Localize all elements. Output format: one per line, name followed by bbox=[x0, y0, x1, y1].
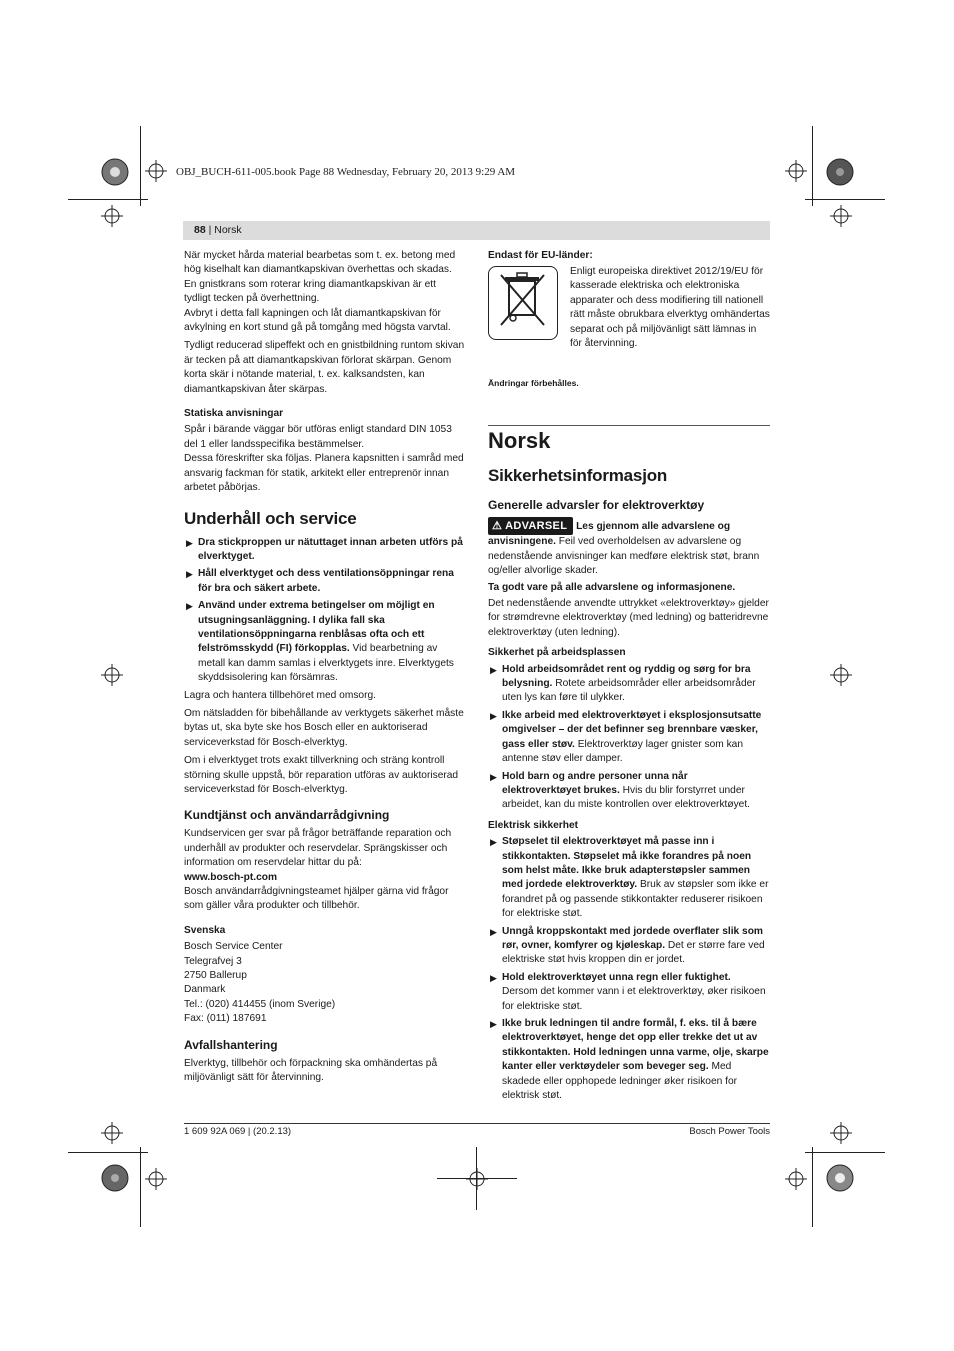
crop-mark bbox=[805, 199, 885, 200]
paragraph: Tydligt reducerad slipeffekt och en gnistbildning runtom skivan är tecken på att diamantkapskivan förlorat skärpan. Genom korta skär i nötande material, t. ex. kalksandsten, kan diamantkapskivan åter skärpas. bbox=[184, 340, 465, 395]
section-title-service: Underhåll och service bbox=[184, 508, 357, 528]
section-title-sikkerhet: Sikkerhetsinformasjon bbox=[488, 466, 668, 485]
crosshair-icon bbox=[101, 205, 123, 227]
paragraph: Bosch användarrådgivningsteamet hjälper gärna vid frågor som gäller våra produkter och tillbehör. bbox=[184, 886, 449, 912]
paragraph: Om nätsladden för bibehållande av verktygets säkerhet måste bytas ut, ska byte ske hos Bosch eller en auktoriserad serviceverkstad för Bosch-elverktyg. bbox=[184, 707, 464, 748]
crosshair-icon bbox=[101, 1122, 123, 1144]
left-column bbox=[184, 249, 465, 1090]
paragraph: Spår i bärande väggar bör utföras enligt standard DIN 1053 del 1 eller landsspecifika bestämmelser. bbox=[184, 424, 452, 450]
right-column: Norsk Sikkerhetsinformasjon Generelle advarsler for elektroverktøy ⚠ ADVARSEL Les gjennom alle advarslene og anvisningene. Feil ved overholdelsen av advarslene og nedenstående anvisninger kan medføre elektrisk støt, brann og/eller alvorlige skader. Ta godt vare på alle advarslene og informasjonene. Det nedenstående anvendte uttrykket «elektroverktøy» gjelder for strømdrevne elektroverktøy (med ledning) og batteridrevne elektroverktøy (uten ledning). Sikkerhet på arbeidsplassen ▶ Hold arbeidsområdet rent og ryddig og sørg for bra belysning. Rotete arbeidsområder eller arbeidsområder uten lys kan føre til ulykker. ▶ Ikke arbeid med elektroverktøyet i eksplosjonsutsatte omgivelser – der det befinner seg brennbare væsker, gass eller støv. Elektroverktøy lager gnister som kan antenne støv eller damper. ▶ Hold barn og andre personer unna når elektroverktøyet brukes. Hvis du blir forstyrret under arbeidet, kan du miste kontrollen over elektroverktøyet. Elektrisk sikkerhet ▶ Støpselet til elektroverktøyet må passe inn i stikkontakten. Støpselet må ikke forandres på noen som helst måte. Ikke bruk adapterstøpsler sammen med jordede elektroverktøy. Bruk av støpsler som ikke er forandret på og passende stikkontakter reduserer risikoen for elektriske støt. ▶ Unngå kroppskontakt med jordede overflater slik som rør, ovner, komfyrer og kjøleskap. Det er større fare ved elektriske støt hvis kroppen din er jordet. ▶ Hold elektroverktøyet unna regn eller fuktighet. Dersom det kommer vann i et elektroverktøy, øker risikoen for elektriske støt. ▶ Ikke bruk ledningen til andre formål, f. eks. til å bære elektroverktøyet, henge det opp eller trekke det ut av stikkontakten. Hold ledningen unna varme, olje, skarpe kanter eller verktøydeler som beveger seg. Med skadede eller opphopede ledninger øker risikoen for elektrisk støt. bbox=[488, 427, 769, 1106]
triangle-bullet-icon: ▶ bbox=[490, 771, 497, 782]
list-item: ▶ Hold elektroverktøyet unna regn eller fuktighet. Dersom det kommer vann i et elektroverktøy, øker risikoen for elektriske støt. bbox=[490, 971, 766, 1012]
footer-rule bbox=[184, 1123, 770, 1124]
triangle-bullet-icon: ▶ bbox=[490, 837, 497, 848]
subheading-elektrisk: Elektrisk sikkerhet bbox=[488, 819, 579, 831]
crop-mark bbox=[437, 1178, 517, 1179]
section-title-kundtjanst: Kundtjänst och användarrådgivning bbox=[184, 808, 390, 823]
paragraph: När mycket hårda material bearbetas som t. ex. betong med hög kiselhalt kan diamantkapskivan överhettas och skadas. En gnistkrans som roterar kring diamantkapskivan är ett tydligt tecken på överhettning. bbox=[184, 250, 456, 305]
divider bbox=[488, 425, 770, 426]
triangle-bullet-icon: ▶ bbox=[490, 1019, 497, 1029]
crosshair-icon bbox=[830, 205, 852, 227]
paragraph: Dessa föreskrifter ska följas. Planera kapsnitten i samråd med ansvarig fackman för statik, arkitekt eller entreprenör innan arbetet påbörjas. bbox=[184, 453, 464, 494]
weee-crossed-bin-icon bbox=[488, 266, 558, 340]
list-item: ▶ Använd under extrema betingelser om möjligt en utsugningsanläggning. I dylika fall ska ventilationsöppningarna renblåsas ofta och ett felströmsskydd (FI) förkopplas. Vid bearbetning av metall kan damm samlas i elverktygets inre. Elverktygets skyddsisolering kan försämras. bbox=[186, 600, 454, 684]
paragraph: Elverktyg, tillbehör och förpackning ska omhändertas på miljövänligt sätt för återvinning. bbox=[184, 1057, 438, 1084]
triangle-bullet-icon: ▶ bbox=[490, 972, 497, 983]
list-item: ▶ Støpselet til elektroverktøyet må passe inn i stikkontakten. Støpselet må ikke forandres på noen som helst måte. Ikke bruk adapterstøpsler sammen med jordede elektroverktøy. Bruk av støpsler som ikke er forandret på og passende stikkontakter reduserer risikoen for elektriske støt. bbox=[490, 836, 769, 920]
subheading-statiska: Statiska anvisningar bbox=[184, 408, 284, 420]
crosshair-icon bbox=[785, 1168, 807, 1190]
warning-badge: ⚠ ADVARSEL bbox=[488, 517, 573, 535]
registration-target-icon bbox=[825, 1163, 855, 1193]
crosshair-icon bbox=[785, 160, 807, 182]
crosshair-icon bbox=[145, 1168, 167, 1190]
page-header-bar: 88 | Norsk bbox=[183, 221, 770, 240]
list-item: ▶ Dra stickproppen ur nätuttaget innan arbeten utförs på elverktyget. bbox=[186, 536, 463, 562]
crosshair-icon bbox=[830, 1122, 852, 1144]
triangle-bullet-icon: ▶ bbox=[490, 664, 497, 675]
list-item: ▶ Ikke bruk ledningen til andre formål, f. eks. til å bære elektroverktøyet, henge det opp eller trekke det ut av stikkontakten. Hold ledningen unna varme, olje, skarpe kanter eller verktøydeler som beveger seg. Med skadede eller opphopede ledninger øker risikoen for elektrisk støt. bbox=[490, 1018, 769, 1102]
crop-mark bbox=[140, 126, 141, 206]
section-title-generelle: Generelle advarsler for elektroverktøy bbox=[488, 498, 705, 512]
address-line: 2750 Ballerup bbox=[184, 970, 247, 982]
address-line: Tel.: (020) 414455 (inom Sverige) bbox=[184, 998, 336, 1010]
website-link[interactable]: www.bosch-pt.com bbox=[184, 871, 278, 883]
language-title-norsk: Norsk bbox=[488, 428, 551, 453]
crop-mark bbox=[812, 1147, 813, 1227]
address-line: Fax: (011) 187691 bbox=[184, 1013, 267, 1025]
crop-mark bbox=[812, 126, 813, 206]
page-number: 88 bbox=[194, 224, 206, 236]
address-block bbox=[184, 940, 465, 1026]
triangle-bullet-icon: ▶ bbox=[186, 569, 193, 580]
eu-title: Endast för EU-länder: bbox=[488, 250, 593, 261]
crosshair-icon bbox=[101, 664, 123, 686]
address-line: Telegrafvej 3 bbox=[184, 955, 242, 967]
crosshair-icon bbox=[466, 1168, 488, 1190]
triangle-bullet-icon: ▶ bbox=[490, 926, 497, 937]
paragraph: Avbryt i detta fall kapningen och låt diamantkapskivan för avkylning en kort stund gå på tomgång med högsta varvtal. bbox=[184, 307, 451, 334]
registration-target-icon bbox=[100, 1163, 130, 1193]
paragraph: Kundservicen ger svar på frågor beträffande reparation och underhåll av produkter och reservdelar. Sprängskisser och information om reservdelar hittar du på: bbox=[184, 828, 452, 869]
file-header: OBJ_BUCH-611-005.book Page 88 Wednesday, February 20, 2013 9:29 AM bbox=[176, 166, 516, 178]
list-item: ▶ Ikke arbeid med elektroverktøyet i eksplosjonsutsatte omgivelser – der det befinner seg brennbare væsker, gass eller støv. Elektroverktøy lager gnister som kan antenne støv eller damper. bbox=[490, 709, 762, 765]
paragraph: Lagra och hantera tillbehöret med omsorg. bbox=[184, 689, 376, 701]
crop-mark bbox=[68, 199, 148, 200]
address-line: Danmark bbox=[184, 984, 226, 996]
section-title-avfall: Avfallshantering bbox=[184, 1037, 278, 1052]
footer-brand: Bosch Power Tools bbox=[689, 1126, 770, 1137]
crop-mark bbox=[68, 1152, 148, 1153]
changes-reserved: Ändringar förbehålles. bbox=[488, 378, 579, 388]
warning-triangle-icon: ⚠ bbox=[492, 520, 503, 532]
list-item: ▶ Hold arbeidsområdet rent og ryddig og sørg for bra belysning. Rotete arbeidsområder eller arbeidsområder uten lys kan føre til ulykker. bbox=[490, 663, 756, 704]
subheading-svenska: Svenska bbox=[184, 924, 226, 936]
footer-doc-number: 1 609 92A 069 | (20.2.13) bbox=[184, 1126, 292, 1137]
eu-directive-text: Enligt europeiska direktivet 2012/19/EU för kasserade elektriska och elektroniska apparater och dess modifiering till nationell rätt måste obrukbara elverktyg omhändertas separat och på miljövänligt sätt lämnas in för återvinning. bbox=[570, 266, 770, 350]
crop-mark bbox=[140, 1147, 141, 1227]
paragraph: Det nedenstående anvendte uttrykket «elektroverktøy» gjelder for strømdrevne elektroverktøy (med ledning) og batteridrevne elektroverktøy (uten ledning). bbox=[488, 598, 769, 638]
list-item: ▶ Hold barn og andre personer unna når elektroverktøyet brukes. Hvis du blir forstyrret under arbeidet, kan du miste kontrollen over elektroverktøyet. bbox=[490, 770, 751, 811]
triangle-bullet-icon: ▶ bbox=[186, 537, 193, 548]
crosshair-icon bbox=[830, 664, 852, 686]
crosshair-icon bbox=[145, 160, 167, 182]
crop-mark bbox=[805, 1152, 885, 1153]
paragraph: Ta godt vare på alle advarslene og informasjonene. bbox=[488, 581, 736, 593]
page-language: Norsk bbox=[214, 224, 242, 236]
registration-target-icon bbox=[825, 157, 855, 187]
list-item: ▶ Unngå kroppskontakt med jordede overflater slik som rør, ovner, komfyrer og kjøleskap. Det er større fare ved elektriske støt hvis kroppen din er jordet. bbox=[490, 925, 765, 966]
subheading-arbeidsplassen: Sikkerhet på arbeidsplassen bbox=[488, 647, 626, 659]
list-item: ▶ Håll elverktyget och dess ventilationsöppningar rena för bra och säkert arbete. bbox=[186, 568, 454, 594]
paragraph: Om i elverktyget trots exakt tillverkning och sträng kontroll störning skulle uppstå, bör reparation utföras av auktoriserad serviceverkstad för Bosch-elverktyg. bbox=[184, 755, 459, 795]
address-line: Bosch Service Center bbox=[184, 941, 283, 953]
triangle-bullet-icon: ▶ bbox=[490, 710, 497, 721]
triangle-bullet-icon: ▶ bbox=[186, 601, 193, 612]
registration-target-icon bbox=[100, 157, 130, 187]
